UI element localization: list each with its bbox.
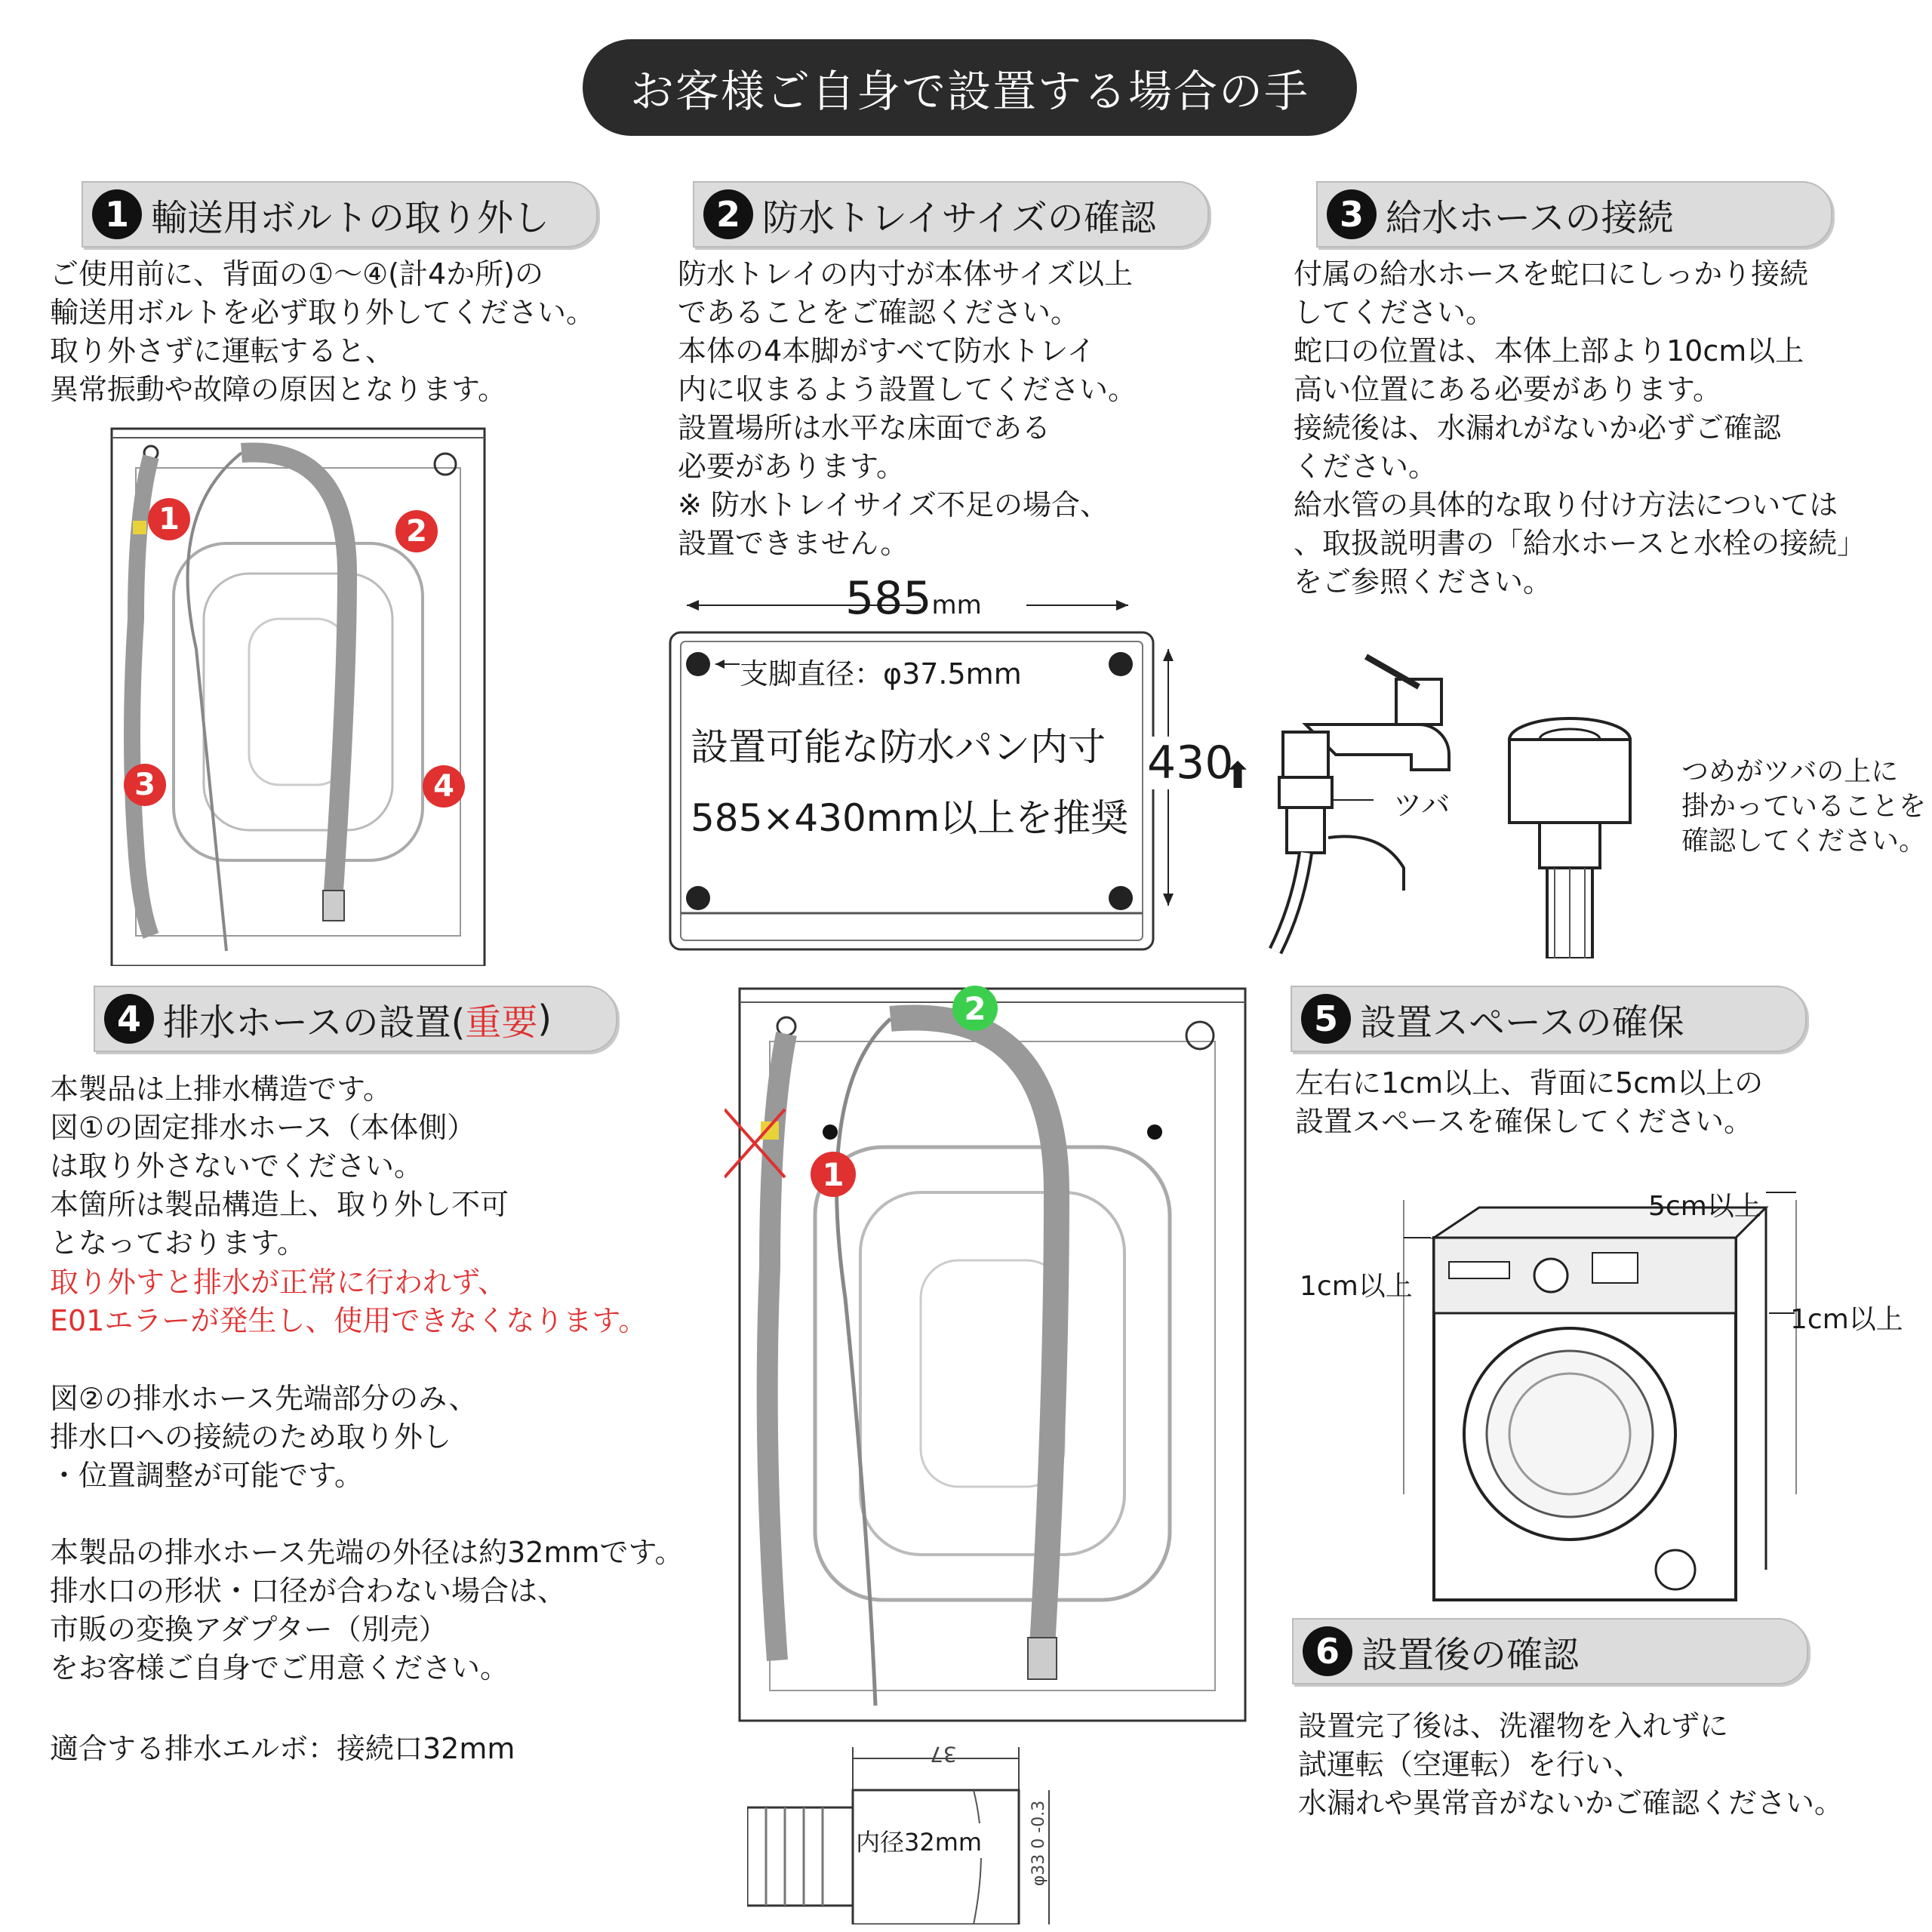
section-4-heading-end: ) — [537, 998, 552, 1040]
drain-marker-1: 1 — [811, 1152, 856, 1197]
pan-width-value: 585 — [845, 572, 932, 625]
arrow-up-icon: ⬆ — [1223, 755, 1254, 797]
hose-connector-illustration — [1494, 709, 1645, 958]
section-3-heading: 給水ホースの接続 — [1386, 196, 1674, 239]
step-number-6: 6 — [1303, 1626, 1352, 1676]
section-3-title — [1316, 181, 1832, 248]
section-4-warning: 取り外すと排水が正常に行われず、 E01エラーが発生し、使用できなくなります。 — [50, 1266, 648, 1337]
section-1-heading: 輸送用ボルトの取り外し — [151, 196, 550, 239]
section-5-title — [1291, 986, 1807, 1052]
section-6-text: 設置完了後は、洗濯物を入れずに 試運転（空運転）を行い、 水漏れや異常音がないかご確認ください。 — [1298, 1709, 1844, 1820]
back-clearance-label: 5cm以上 — [1648, 1191, 1761, 1222]
drain-marker-2: 2 — [952, 986, 998, 1031]
foot-diameter-label: 支脚直径：φ37.5mm — [740, 657, 1022, 691]
pan-width — [845, 572, 982, 625]
washer-space-illustration — [1389, 1177, 1811, 1630]
section-2-text: 防水トレイの内寸が本体サイズ以上 であることをご確認ください。 本体の4本脚がすべて防水トレイ 内に収まるよう設置してください。 設置場所は水平な床面である 必要があります。 ※ 防水トレイサイズ不足の場合、 設置できません。 — [678, 257, 1137, 560]
banner-title: お客様ご自身で設置する場合の手 — [629, 66, 1309, 117]
claw-check-note: つめがツバの上に 掛かっていることを 確認してください。 — [1681, 756, 1927, 857]
section-4-important: 重要 — [465, 1001, 538, 1044]
section-1-text: ご使用前に、背面の①～④(計4か所)の 輸送用ボルトを必ず取り外してください。 取り外さずに運転すると、 異常振動や故障の原因となります。 — [50, 257, 595, 406]
tsuba-label: ツバ — [1393, 789, 1451, 822]
section-1-title — [82, 181, 598, 248]
section-3-text: 付属の給水ホースを蛇口にしっかり接続 してください。 蛇口の位置は、本体上部より10cm以上 高い位置にある必要があります。 接続後は、水漏れがないか必ずご確認 ください。 給水管の具体的な取り付け方法については 、取扱説明書の「給水ホースと水栓の接続」 をご参照ください。 — [1294, 257, 1866, 598]
pan-width-unit: mm — [931, 590, 982, 620]
step-number-1: 1 — [92, 189, 142, 239]
pan-size-line-1: 設置可能な防水パン内寸 — [691, 725, 1106, 769]
step-number-5: 5 — [1301, 994, 1351, 1044]
section-5-heading: 設置スペースの確保 — [1360, 1001, 1684, 1044]
section-4-heading: 排水ホースの設置( — [163, 1001, 466, 1044]
elbow-dim-37: 37 — [930, 1742, 957, 1767]
section-4-title — [94, 986, 617, 1052]
step-number-2: 2 — [703, 189, 753, 239]
section-4-text-1: 本製品は上排水構造です。 図①の固定排水ホース（本体側） は取り外さないでください。 本箇所は製品構造上、取り外し不可 となっております。 — [50, 1072, 509, 1260]
section-4-text-3: 本製品の排水ホース先端の外径は約32mmです。 排水口の形状・口径が合わない場合は、 市販の変換アダプター（別売） をお客様ご自身でご用意ください。 — [50, 1536, 684, 1684]
left-clearance-label: 1cm以上 — [1300, 1271, 1413, 1302]
washer-back-illustration-2 — [724, 981, 1253, 1728]
elbow-inner-diameter: 内径32mm — [856, 1823, 982, 1858]
section-6-heading: 設置後の確認 — [1361, 1633, 1580, 1676]
section-4-text-4: 適合する排水エルボ：接続口32mm — [50, 1732, 515, 1765]
pan-size-line-2: 585×430mm以上を推奨 — [691, 796, 1129, 840]
step-number-3: 3 — [1327, 189, 1377, 239]
faucet-illustration — [1260, 641, 1487, 958]
right-clearance-label: 1cm以上 — [1790, 1304, 1903, 1335]
section-5-text: 左右に1cm以上、背面に5cm以上の 設置スペースを確保してください。 — [1295, 1066, 1764, 1138]
page-banner — [583, 39, 1357, 136]
section-4-text-2: 図②の排水ホース先端部分のみ、 排水口への接続のため取り外し ・位置調整が可能です。 — [50, 1382, 478, 1492]
pan-height-value: 430 — [1147, 737, 1234, 789]
section-2-title — [693, 181, 1209, 248]
elbow-dim-33: φ33 0 -0.3 — [1029, 1800, 1049, 1887]
section-6-title — [1292, 1618, 1808, 1684]
step-number-4: 4 — [104, 994, 154, 1044]
section-2-heading: 防水トレイサイズの確認 — [762, 196, 1156, 239]
